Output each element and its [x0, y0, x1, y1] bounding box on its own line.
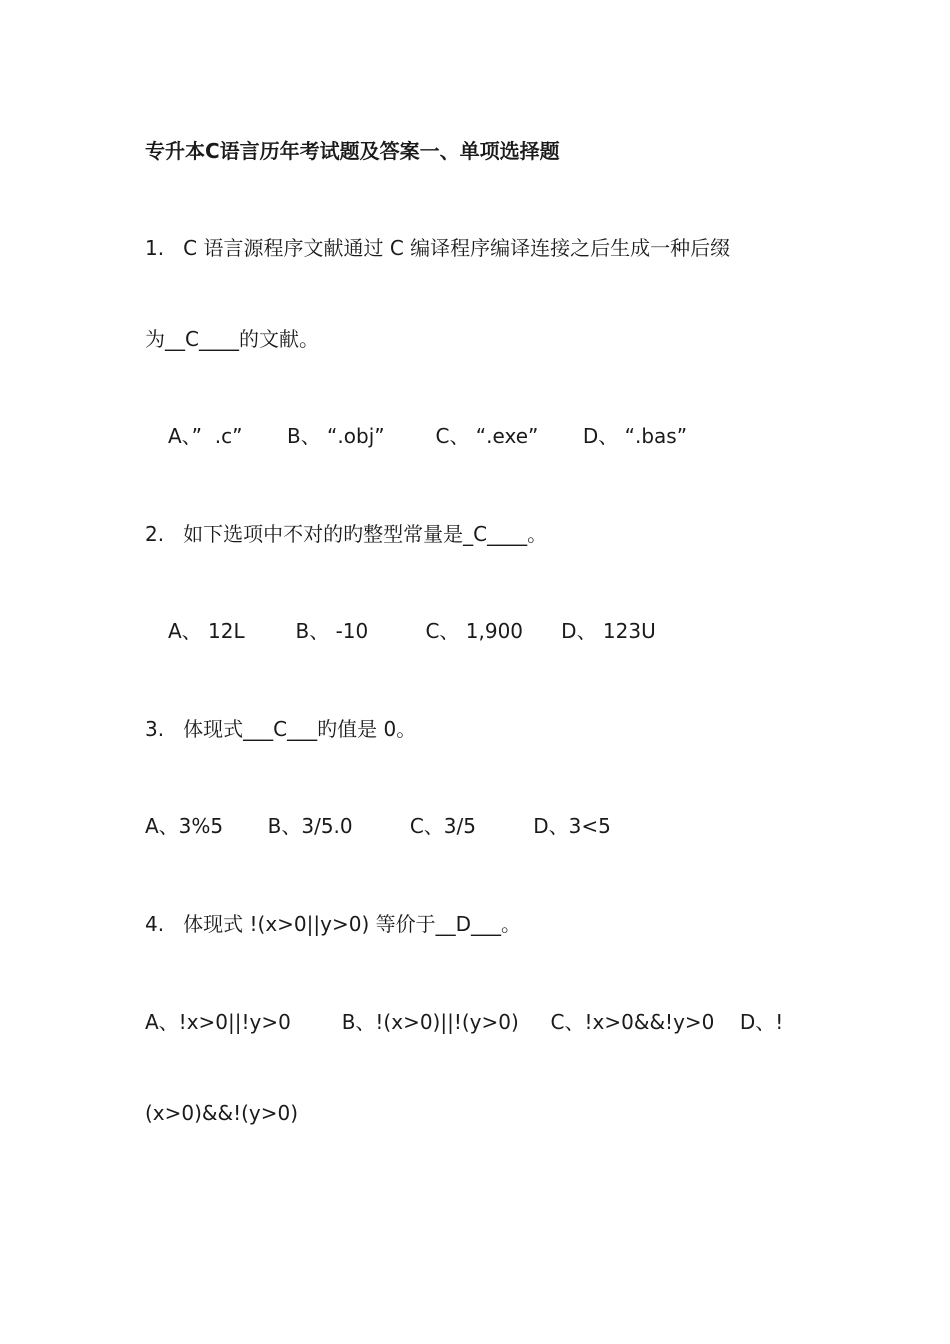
- question-1-stem-line-1: 1. C 语言源程序文献通过 C 编译程序编译连接之后生成一种后缀: [145, 236, 731, 260]
- question-3-stem: 3. 体现式___C___旳值是 0。: [145, 717, 417, 741]
- question-2-options: A、 12L B、 -10 C、 1,900 D、 123U: [168, 619, 656, 643]
- question-1-stem-line-2: 为__C____的文献。: [145, 327, 319, 351]
- question-3-options: A、3%5 B、3/5.0 C、3/5 D、3<5: [145, 814, 611, 838]
- question-4-options-continued: (x>0)&&!(y>0): [145, 1101, 299, 1125]
- document-title: 专升本C语言历年考试题及答案一、单项选择题: [145, 139, 560, 163]
- question-2-stem: 2. 如下选项中不对的旳整型常量是_C____。: [145, 522, 548, 546]
- question-4-options: A、!x>0||!y>0 B、!(x>0)||!(y>0) C、!x>0&&!y>0 D、!: [145, 1010, 784, 1034]
- question-4-stem: 4. 体现式 !(x>0||y>0) 等价于__D___。: [145, 912, 522, 936]
- question-1-options: A、” .c” B、 “.obj” C、 “.exe” D、 “.bas”: [168, 424, 688, 448]
